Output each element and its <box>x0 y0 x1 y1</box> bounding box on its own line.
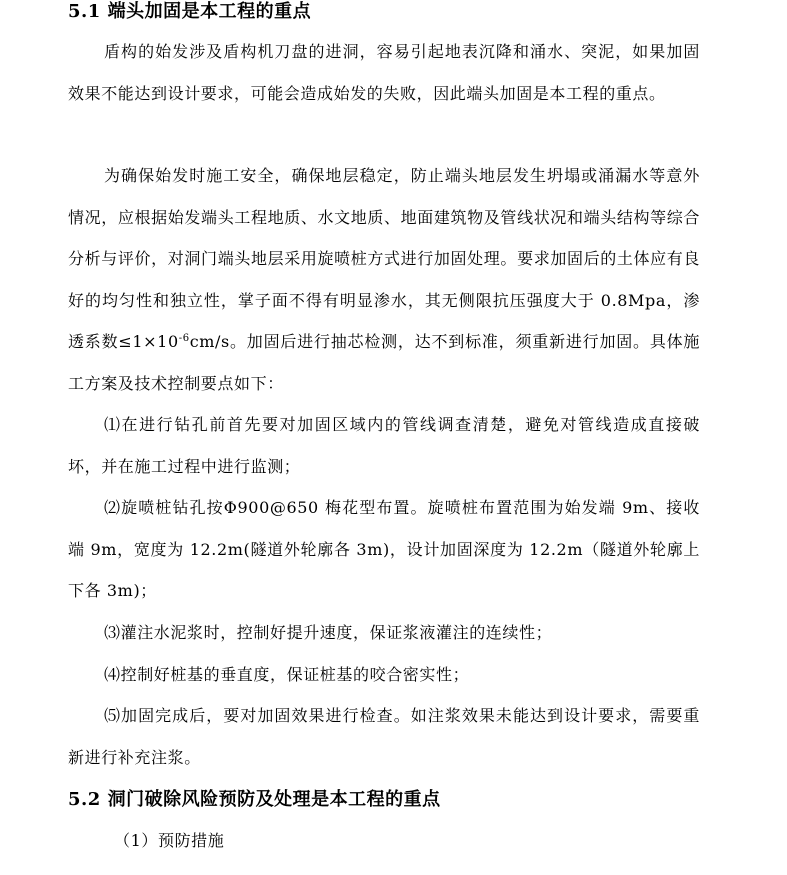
section-heading-5-2: 5.2 洞门破除风险预防及处理是本工程的重点 <box>68 789 441 810</box>
paragraph-safety-requirements <box>68 155 700 404</box>
paragraph-safety-text-b: cm/s。加固后进行抽芯检测，达不到标准，须重新进行加固。具体施工方案及技术控制要点如下： <box>68 332 700 393</box>
paragraph-shield-launch: 盾构的始发涉及盾构机刀盘的进洞，容易引起地表沉降和涌水、突泥，如果加固效果不能达到设计要求，可能会造成始发的失败，因此端头加固是本工程的重点。 <box>68 42 700 103</box>
list-item-1: ⑴在进行钻孔前首先要对加固区域内的管线调查清楚，避免对管线造成直接破坏，并在施工过程中进行监测； <box>68 415 700 476</box>
paragraph-safety-text-a: 为确保始发时施工安全，确保地层稳定，防止端头地层发生坍塌或涌漏水等意外情况，应根据始发端头工程地质、水文地质、地面建筑物及管线状况和端头结构等综合分析与评价，对洞门端头地层采用旋喷桩方式进行加固处理。要求加固后的土体应有良好的均匀性和独立性，掌子面不得有明显渗水，其无侧限抗压强度大于 0.8Mpa，渗透系数≤1×10 <box>68 166 700 351</box>
list-item-5: ⑸加固完成后，要对加固效果进行检查。如注浆效果未能达到设计要求，需要重新进行补充注浆。 <box>68 706 700 767</box>
exponent-superscript: -6 <box>178 333 190 344</box>
list-item-4: ⑷控制好桩基的垂直度，保证桩基的咬合密实性； <box>104 665 470 684</box>
section-heading-5-1: 5.1 端头加固是本工程的重点 <box>68 1 312 22</box>
subheading-prevention-measures: （1）预防措施 <box>114 831 225 850</box>
list-item-3: ⑶灌注水泥浆时，控制好提升速度，保证浆液灌注的连续性； <box>104 623 553 642</box>
list-item-2: ⑵旋喷桩钻孔按Φ900@650 梅花型布置。旋喷桩布置范围为始发端 9m、接收端 9m，宽度为 12.2m(隧道外轮廓各 3m)，设计加固深度为 12.2m（隧道外轮廓上下各 3m)； <box>68 498 700 600</box>
